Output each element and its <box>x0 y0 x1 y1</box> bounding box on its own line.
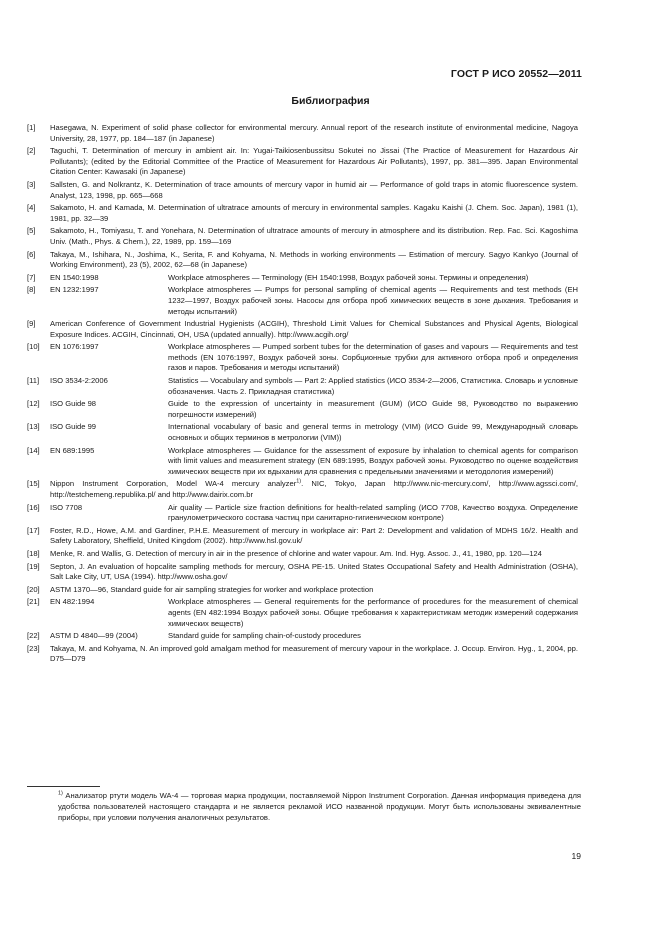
bibliography-entry <box>27 319 578 340</box>
reference-text: Nippon Instrument Corporation, Model WA-4 mercury analyzer$^{1)}$. NIC, Tokyo, Japan http://www.nic-mercury.com/, http://www.agssci.com/, http://testchemeng.republika.pl/ and http://www.dairix.com.br <box>50 478 578 499</box>
reference-text: Takaya, M. and Kohyama, N. An improved gold amalgam method for measurement of mercury vapour in the workplace. J. Occup. Environ. Hyg., 1, 2004, pp. D75—D79 <box>50 643 578 664</box>
reference-number: [4] <box>27 203 36 213</box>
bibliography-entry <box>27 342 578 374</box>
reference-number: [21] <box>27 597 40 607</box>
reference-code: EN 482:1994 <box>50 597 95 607</box>
footnote-text: Анализатор ртути модель WA-4 — торговая марка продукции, поставляемой Nippon Instrument Corporation. Данная информация приведена для удобства пользователей настоящего стандарта и не является рекламой ИСО названной продукции. Могут быть использованы эквивалентные приборы, при условии получения аналогичных результатов. <box>58 791 581 822</box>
bibliography-entry <box>27 549 578 560</box>
reference-text: Standard guide for sampling chain-of-custody procedures <box>168 631 361 641</box>
page-number: 19 <box>571 851 581 861</box>
reference-number: [14] <box>27 445 40 455</box>
bibliography-entry <box>27 399 578 420</box>
bibliography-entry <box>27 250 578 271</box>
bibliography-entry <box>27 146 578 178</box>
reference-number: [15] <box>27 479 40 489</box>
reference-text: ASTM 1370—96, Standard guide for air sampling strategies for worker and workplace protection <box>50 584 374 594</box>
reference-text: Workplace atmospheres — Pumps for personal sampling of chemical agents — Requirements and test methods (ЕН 1232—1997, Воздух рабочей зоны. Насосы для отбора проб химических веществ в зоне дыхания. Требования и методы испытаний) <box>168 285 578 316</box>
reference-number: [8] <box>27 285 36 295</box>
reference-code: EN 1232:1997 <box>50 285 99 295</box>
reference-text: Workplace atmospheres — Pumped sorbent tubes for the determination of gases and vapours — Requirements and test methods (EN 1076:1997, Воздух рабочей зоны. Сорбционные трубки для активного отбора проб и определения газов и паров. Требования и методы испытаний) <box>168 342 578 373</box>
reference-number: [6] <box>27 249 36 259</box>
reference-text: Takaya, M., Ishihara, N., Joshima, K., Serita, F. and Kohyama, N. Methods in working environments — Estimation of mercury. Sagyo Kankyo (Journal of Working Environment), 23 (5), 2002, 62—68 (in Japanese) <box>50 249 578 270</box>
reference-number: [3] <box>27 179 36 189</box>
reference-text: Sallsten, G. and Nolkrantz, K. Determination of trace amounts of mercury vapor in humid air — Performance of gold traps in atomic fluorescence system. Analyst, 123, 1998, pp. 665—668 <box>50 179 578 200</box>
reference-number: [11] <box>27 376 40 386</box>
bibliography-entry <box>27 123 578 144</box>
reference-number: [16] <box>27 502 40 512</box>
section-title: Библиография <box>291 95 370 107</box>
reference-code: EN 1076:1997 <box>50 342 99 352</box>
reference-code: ASTM D 4840—99 (2004) <box>50 631 138 641</box>
document-header: ГОСТ Р ИСО 20552—2011 <box>450 68 582 80</box>
reference-code: ISO 3534-2:2006 <box>50 376 108 386</box>
reference-number: [13] <box>27 422 40 432</box>
reference-text: Air quality — Particle size fraction definitions for health-related sampling (ИСО 7708, Качество воздуха. Определение гранулометрического состава частиц при санитарно-гигиеническом контроле) <box>168 502 578 523</box>
footnote-divider <box>27 786 100 787</box>
reference-text: Foster, R.D., Howe, A.M. and Gardiner, P.H.E. Measurement of mercury in workplace air: Part 2: Development and validation of MDHS 16/2. Health and Safety Laboratory, Sheffield, United Kingdom (2002). http://www.hsl.gov.uk/ <box>50 525 578 546</box>
bibliography-entry <box>27 203 578 224</box>
footnote-marker: 1) <box>58 790 63 797</box>
reference-text: Workplace atmospheres — General requirements for the performance of procedures for the measurement of chemical agents (EN 482:1994 Воздух рабочей зоны. Общие требования к характеристикам методик измерений содержания химических веществ) <box>168 597 578 628</box>
bibliography-entry <box>27 422 578 443</box>
reference-code: EN 689:1995 <box>50 445 95 455</box>
reference-number: [18] <box>27 548 40 558</box>
footnote-reference: 1) <box>296 478 302 485</box>
reference-number: [20] <box>27 584 40 594</box>
reference-text: American Conference of Government Industrial Hygienists (ACGIH), Threshold Limit Values for Chemical Substances and Physical Agents, Biological Exposure Indices. ACGIH, Cincinnati, OH, USA (updated annually). http://www.acgih.org/ <box>50 319 578 339</box>
reference-number: [9] <box>27 319 36 329</box>
bibliography-entry <box>27 597 578 629</box>
bibliography-entry <box>27 285 578 317</box>
bibliography-entry <box>27 503 578 524</box>
reference-number: [10] <box>27 342 40 352</box>
reference-number: [7] <box>27 272 36 282</box>
reference-number: [12] <box>27 399 40 409</box>
reference-number: [5] <box>27 226 36 236</box>
bibliography-entry <box>27 180 578 201</box>
reference-text: Hasegawa, N. Experiment of solid phase collector for environmental mercury. Annual report of the research institute of environmental medicine, Nagoya University, 28, 1977, pp. 184—187 (in Japanese) <box>50 123 578 143</box>
reference-code: ISO Guide 98 <box>50 399 97 409</box>
reference-number: [19] <box>27 561 40 571</box>
bibliography-entry <box>27 226 578 247</box>
reference-number: [2] <box>27 146 36 156</box>
reference-text: Sakamoto, H. and Kamada, M. Determination of ultratrace amounts of mercury in environmental samples. Kagaku Kaishi (J. Chem. Soc. Japan), 1981 (1), 1981, pp. 32—39 <box>50 203 578 223</box>
reference-text: Workplace atmospheres — Terminology (ЕН 1540:1998, Воздух рабочей зоны. Термины и определения) <box>168 272 529 282</box>
bibliography-entry <box>27 446 578 478</box>
reference-code: ISO Guide 99 <box>50 422 97 432</box>
footnote <box>27 790 581 823</box>
bibliography-entry <box>27 479 578 500</box>
reference-number: [17] <box>27 525 40 535</box>
reference-text: Taguchi, T. Determination of mercury in ambient air. In: Yugai-Taikiosenbussitsu Sokutei no Jissai (The Practice of Measurement for Hazardous Air Pollutants); (edited by the Editorial Committee of the Practice of Measurement for Hazardous Air Pollutants), 1997, pp. 381—395. Japan Environmental Citation Center: Kawasaki (in Japanese) <box>50 146 578 177</box>
bibliography-entry <box>27 631 578 642</box>
reference-number: [22] <box>27 631 40 641</box>
reference-number: [1] <box>27 123 36 132</box>
reference-code: EN 1540:1998 <box>50 272 99 282</box>
reference-text: Sakamoto, H., Tomiyasu, T. and Yonehara, N. Determination of ultratrace amounts of mercury in atmosphere and its distribution. Rep. Fac. Sci. Kagoshima Univ. (Math., Phys. & Chem.), 22, 1989, pp. 159—169 <box>50 226 578 246</box>
bibliography-entry <box>27 585 578 596</box>
bibliography-entry <box>27 526 578 547</box>
reference-text: Workplace atmospheres — Guidance for the assessment of exposure by inhalation to chemical agents for comparison with limit values and measurement strategy (EN 689:1995, Воздух рабочей зоны. Руководство по оценке воздействия химических веществ при их вдыхании для сравнения с предельными значениями и методология измерений) <box>168 445 578 476</box>
reference-text: Guide to the expression of uncertainty in measurement (GUM) (ИСО Guide 98, Руководство по выражению погрешности измерений) <box>168 399 578 419</box>
bibliography-entry <box>27 644 578 665</box>
reference-text: Menke, R. and Wallis, G. Detection of mercury in air in the presence of chlorine and water vapour. Am. Ind. Hyg. Assoc. J., 41, 1980, pp. 120—124 <box>50 548 542 558</box>
bibliography-entry <box>27 562 578 583</box>
reference-code: ISO 7708 <box>50 502 83 512</box>
bibliography-list <box>27 123 578 667</box>
bibliography-entry <box>27 376 578 397</box>
reference-number: [23] <box>27 643 40 653</box>
reference-text: Statistics — Vocabulary and symbols — Part 2: Applied statistics (ИСО 3534-2—2006, Статистика. Словарь и условные обозначения. Часть 2. Прикладная статистика) <box>168 376 579 396</box>
bibliography-entry <box>27 273 578 284</box>
reference-text: Septon, J. An evaluation of hopcalite sampling methods for mercury, OSHA PE-15. United States Occupational Safety and Health Administration (OSHA), Salt Lake City, UT, USA (1994). http://www.osha.gov/ <box>50 561 578 582</box>
reference-text: International vocabulary of basic and general terms in metrology (VIM) (ИСО Guide 99, Международный словарь основных и общих терминов в метрологии (VIM)) <box>168 422 578 443</box>
